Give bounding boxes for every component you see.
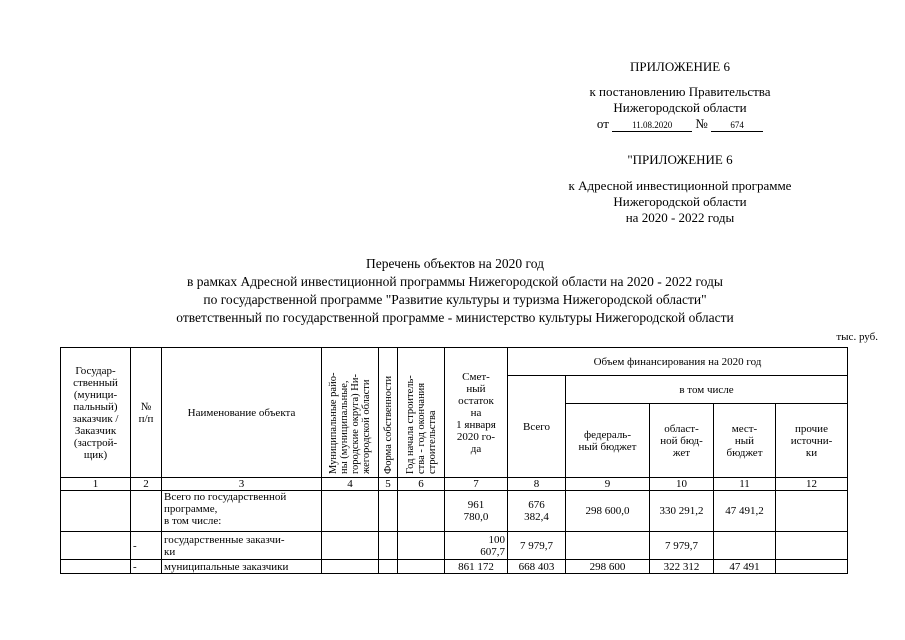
cell-local: 47 491,2 [714, 491, 776, 532]
header-years: Год начала строитель- ства - год окончания строительства [404, 375, 438, 474]
header-object-name: Наименование объекта [162, 348, 322, 478]
cell-local [714, 532, 776, 560]
cell-object-name: государственные заказчи- ки [162, 532, 322, 560]
col-num-4: 4 [322, 478, 379, 491]
cell-other [776, 560, 848, 574]
cell-customer [61, 532, 131, 560]
cell-customer [61, 491, 131, 532]
cell-property [379, 532, 398, 560]
cell-federal: 298 600 [566, 560, 650, 574]
cell-other [776, 532, 848, 560]
cell-number [131, 491, 162, 532]
from-label: от [596, 116, 609, 131]
header-number: № п/п [131, 348, 162, 478]
cell-balance: 100 607,7 [445, 532, 508, 560]
col-num-9: 9 [566, 478, 650, 491]
cell-other [776, 491, 848, 532]
col-num-1: 1 [61, 478, 131, 491]
cell-number: - [131, 560, 162, 574]
cell-total: 676 382,4 [508, 491, 566, 532]
col-num-11: 11 [714, 478, 776, 491]
cell-object-name: муниципальные заказчики [162, 560, 322, 574]
units-label: тыс. руб. [836, 331, 878, 343]
cell-total: 668 403 [508, 560, 566, 574]
col-num-8: 8 [508, 478, 566, 491]
col-num-2: 2 [131, 478, 162, 491]
cell-district [322, 532, 379, 560]
cell-years [398, 560, 445, 574]
table-row [61, 491, 848, 532]
col-num-12: 12 [776, 478, 848, 491]
appendix2-title: "ПРИЛОЖЕНИЕ 6 [627, 152, 733, 167]
cell-balance: 961 780,0 [445, 491, 508, 532]
appendix-title: ПРИЛОЖЕНИЕ 6 [630, 59, 730, 74]
resolution-date: 11.08.2020 [612, 119, 692, 132]
cell-object-name: Всего по государственной программе, в том числе: [162, 491, 322, 532]
appendix2-line3: на 2020 - 2022 годы [625, 210, 735, 225]
appendix-line1: к постановлению Правительства [589, 84, 771, 99]
cell-regional: 7 979,7 [650, 532, 714, 560]
header-customer: Государ- ственный (муници- пальный) заказчик / Заказчик (застрой- щик) [61, 348, 131, 478]
header-local: мест- ный бюджет [714, 404, 776, 478]
cell-federal [566, 532, 650, 560]
table-row [61, 560, 848, 574]
objects-table [60, 347, 848, 574]
cell-district [322, 491, 379, 532]
col-num-7: 7 [445, 478, 508, 491]
col-num-6: 6 [398, 478, 445, 491]
number-label: № [695, 116, 708, 131]
header-volume: Объем финансирования на 2020 год [508, 348, 848, 376]
header-regional: област- ной бюд- жет [650, 404, 714, 478]
cell-property [379, 491, 398, 532]
appendix-line2: Нижегородской области [613, 100, 747, 115]
header-total: Всего [508, 376, 566, 478]
cell-local: 47 491 [714, 560, 776, 574]
header-district-cell [322, 348, 379, 478]
header-property: Форма собственности [382, 375, 394, 474]
cell-federal: 298 600,0 [566, 491, 650, 532]
header-property-cell [379, 348, 398, 478]
cell-district [322, 560, 379, 574]
header-federal: федераль- ный бюджет [566, 404, 650, 478]
table-row [61, 532, 848, 560]
doc-title-line3: по государственной программе "Развитие культуры и туризма Нижегородской области" [203, 292, 707, 307]
col-num-3: 3 [162, 478, 322, 491]
cell-years [398, 532, 445, 560]
cell-number: - [131, 532, 162, 560]
header-district: Муниципальные райо- ны (муниципальные, городские округа) Ни- жегородской области [328, 372, 372, 474]
appendix2-line2: Нижегородской области [613, 194, 747, 209]
cell-total: 7 979,7 [508, 532, 566, 560]
doc-title-line2: в рамках Адресной инвестиционной программы Нижегородской области на 2020 - 2022 годы [187, 274, 723, 289]
header-balance: Смет- ный остаток на 1 января 2020 го- да [445, 348, 508, 478]
appendix2-line1: к Адресной инвестиционной программе [568, 178, 792, 193]
appendix-date-line [560, 115, 800, 132]
doc-title-line4: ответственный по государственной программе - министерство культуры Нижегородской области [176, 310, 734, 325]
doc-title-line1: Перечень объектов на 2020 год [366, 256, 544, 271]
cell-property [379, 560, 398, 574]
col-num-5: 5 [379, 478, 398, 491]
resolution-number: 674 [711, 119, 763, 132]
cell-balance: 861 172 [445, 560, 508, 574]
header-other: прочие источни- ки [776, 404, 848, 478]
col-num-10: 10 [650, 478, 714, 491]
header-including: в том числе [566, 376, 848, 404]
cell-regional: 322 312 [650, 560, 714, 574]
cell-regional: 330 291,2 [650, 491, 714, 532]
cell-customer [61, 560, 131, 574]
cell-years [398, 491, 445, 532]
header-years-cell [398, 348, 445, 478]
